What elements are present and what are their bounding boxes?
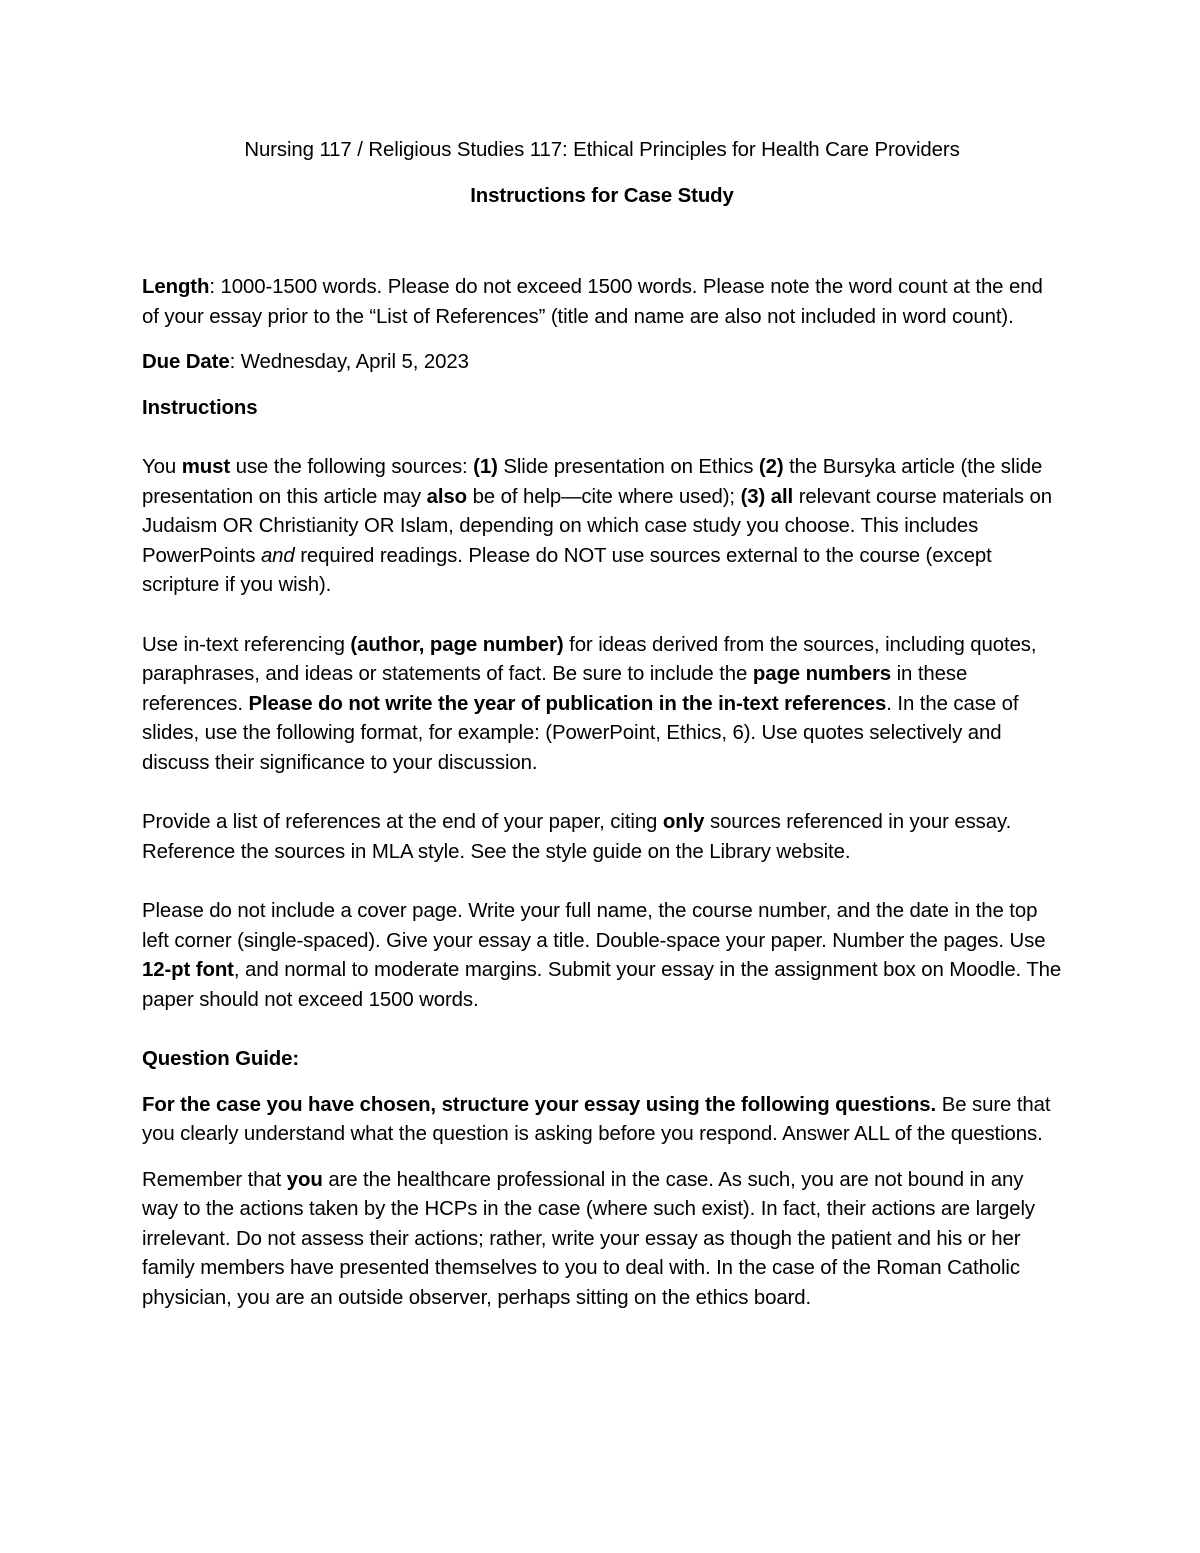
sources-bold-4: also xyxy=(426,485,467,508)
format-bold-1: 12-pt font xyxy=(142,959,234,981)
sources-text-2: use the following sources: xyxy=(230,456,474,478)
sources-bold-5: (3) all xyxy=(740,485,794,508)
question-guide-heading-text: Question Guide: xyxy=(142,1048,300,1070)
sources-bold-2: (1) xyxy=(473,456,498,478)
remember-bold-1: you xyxy=(286,1168,323,1191)
sources-bold-1: must xyxy=(181,456,231,478)
document-title: Nursing 117 / Religious Studies 117: Ethical Principles for Health Care Providers xyxy=(244,139,960,161)
remember-text-2: are the healthcare professional in the case. As such, you are not bound in any way to the actions taken by the HCPs in the case (where such exist). In fact, their actions are largely irrelevant. Do not assess their actions; rather, write your essay as though the patient and his or her family members have presented themselves to you to deal with. In the case of the Roman Catholic physician, you are an outside observer, perhaps sitting on the ethics board. xyxy=(142,1168,1035,1309)
sources-bold-3: (2) xyxy=(758,456,784,478)
references-bold-1: only xyxy=(662,811,705,833)
sources-paragraph xyxy=(142,453,1062,601)
references-text-2: sources referenced in your essay. Reference the sources in MLA style. See the style guide on the Library website. xyxy=(142,811,1012,863)
format-paragraph xyxy=(142,897,1062,1015)
question-guide-paragraph xyxy=(142,1091,1062,1150)
length-label: Length xyxy=(142,276,210,298)
due-date-paragraph xyxy=(142,348,1062,378)
question-guide-text-1: Be sure that you clearly understand what the question is asking before you respond. Answer ALL of the questions. xyxy=(142,1093,1051,1145)
remember-text-1: Remember that xyxy=(142,1168,287,1191)
sources-text-4: the Bursyka article (the slide presentation on this article may xyxy=(142,456,1043,508)
references-text-1: Provide a list of references at the end of your paper, citing xyxy=(142,811,663,833)
referencing-bold-3: Please do not write the year of publication in the in-text references xyxy=(248,692,887,715)
sources-text-5: be of help—cite where used); xyxy=(467,485,741,508)
sources-italic-1: and xyxy=(260,544,295,567)
sources-text-3: Slide presentation on Ethics xyxy=(497,456,759,478)
referencing-paragraph xyxy=(142,631,1062,779)
referencing-bold-1: (author, page number) xyxy=(350,633,564,656)
length-text: : 1000-1500 words. Please do not exceed 1500 words. Please note the word count at the end of your essay prior to the “List of References” (title and name are also not included in word count). xyxy=(142,276,1043,328)
sources-text-7: required readings. Please do NOT use sources external to the course (except scripture if you wish). xyxy=(142,544,992,596)
format-text-2: , and normal to moderate margins. Submit your essay in the assignment box on Moodle. The paper should not exceed 1500 words. xyxy=(142,959,1062,1011)
document-subtitle: Instructions for Case Study xyxy=(470,184,734,207)
referencing-text-1: Use in-text referencing xyxy=(142,633,351,656)
remember-paragraph xyxy=(142,1166,1062,1314)
format-text-1: Please do not include a cover page. Write your full name, the course number, and the date in the top left corner (single-spaced). Give your essay a title. Double-space your paper. Number the pages. Use xyxy=(142,900,1046,952)
sources-text-1: You xyxy=(142,456,182,478)
referencing-text-2: for ideas derived from the sources, including quotes, paraphrases, and ideas or statements of fact. Be sure to include the xyxy=(142,633,1037,685)
question-guide-heading xyxy=(142,1045,1062,1075)
referencing-bold-2: page numbers xyxy=(752,663,892,685)
instructions-heading xyxy=(142,394,1062,424)
referencing-text-4: . In the case of slides, use the following format, for example: (PowerPoint, Ethics, 6). Use quotes selectively and discuss their significance to your discussion. xyxy=(142,692,1019,774)
length-paragraph xyxy=(142,273,1062,332)
due-date-text: : Wednesday, April 5, 2023 xyxy=(229,351,469,373)
document-body xyxy=(142,136,1062,1313)
question-guide-bold-1: For the case you have chosen, structure your essay using the following questions. xyxy=(142,1093,937,1116)
instructions-heading-text: Instructions xyxy=(142,396,258,419)
references-paragraph xyxy=(142,808,1062,867)
due-date-label: Due Date xyxy=(142,351,230,373)
referencing-text-3: in these references. xyxy=(142,663,968,715)
sources-text-6: relevant course materials on Judaism OR Christianity OR Islam, depending on which case study you choose. This includes PowerPoints xyxy=(142,485,1053,567)
